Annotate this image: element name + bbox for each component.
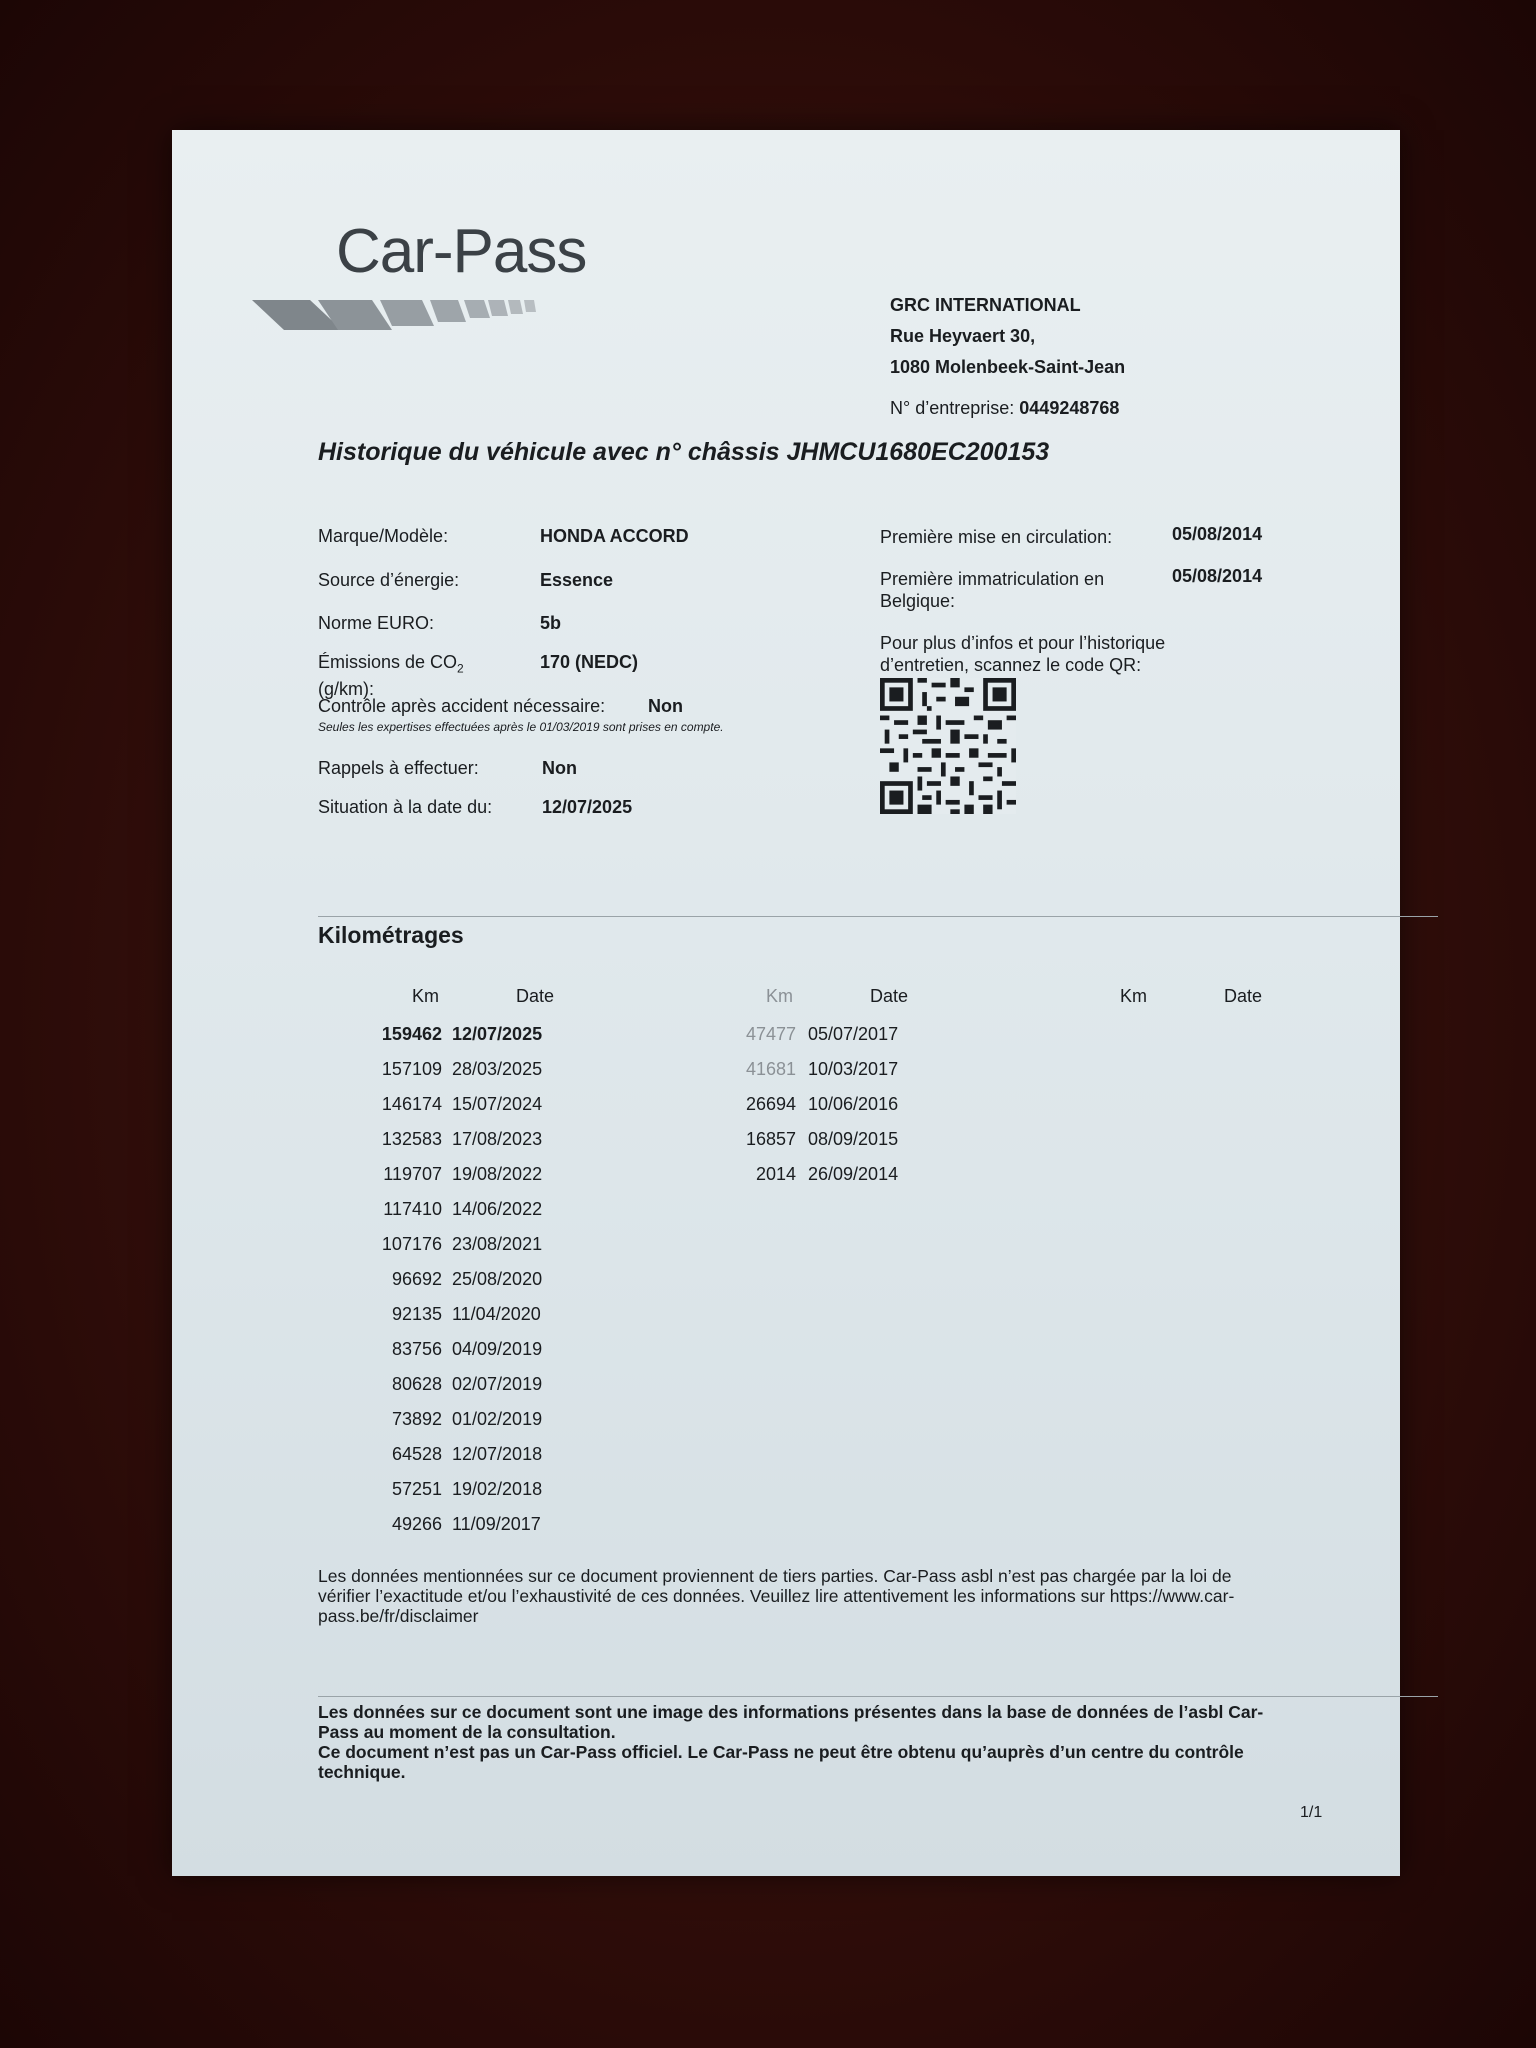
page-title: Historique du véhicule avec n° châssis JHMCU1680EC200153	[318, 438, 1050, 466]
mileage-date: 17/08/2023	[452, 1129, 543, 1149]
km-header-3: Km	[1120, 986, 1147, 1006]
energy-label: Source d’énergie:	[318, 570, 460, 590]
mileage-km: 2014	[755, 1164, 796, 1184]
recall-value: Non	[542, 758, 577, 778]
brand-value: HONDA ACCORD	[540, 526, 689, 546]
company-registration	[890, 393, 1125, 424]
co2-label-unit: (g/km):	[318, 678, 374, 699]
energy-value: Essence	[540, 570, 614, 590]
disclaimer-text: Les données mentionnées sur ce document proviennent de tiers parties. Car-Pass asbl n’est pas chargée par la loi de vérifier l’exactitude et/ou l’exhaustivité de ces données. Veuillez lire attentivement les informations sur https://www.car-pass.be/fr/disclaimer	[318, 1566, 1235, 1626]
first-circulation-value: 05/08/2014	[1172, 524, 1263, 544]
mileage-date: 01/02/2019	[452, 1409, 543, 1429]
situation-label: Situation à la date du:	[318, 797, 493, 817]
car-pass-logo	[252, 216, 612, 326]
brand-label: Marque/Modèle:	[318, 526, 449, 546]
company-name: GRC INTERNATIONAL	[890, 295, 1081, 315]
logo-stripes-icon	[252, 286, 612, 336]
co2-value: 170 (NEDC)	[540, 652, 639, 672]
recall-label: Rappels à effectuer:	[318, 758, 479, 778]
mileage-km: 57251	[391, 1479, 442, 1499]
reg-number: 0449248768	[1019, 398, 1120, 418]
mileage-date: 11/09/2017	[452, 1514, 541, 1534]
mileage-date: 23/08/2021	[452, 1234, 543, 1254]
mileage-date: 25/08/2020	[452, 1269, 543, 1289]
mileage-date: 11/04/2020	[452, 1304, 541, 1324]
mileage-date: 14/06/2022	[452, 1199, 543, 1219]
co2-label-main: Émissions de CO	[318, 652, 458, 672]
company-block	[890, 290, 1125, 424]
mileage-title: Kilométrages	[318, 922, 464, 948]
footer-line-1: Les données sur ce document sont une image des informations présentes dans la base de données de l’asbl Car-Pass au moment de la consultation.	[318, 1702, 1264, 1742]
km-header-1: Km	[412, 986, 439, 1006]
mileage-km: 107176	[381, 1234, 442, 1254]
company-address-line2: 1080 Molenbeek-Saint-Jean	[890, 357, 1126, 377]
date-header-3: Date	[1224, 986, 1263, 1006]
mileage-km: 92135	[391, 1304, 442, 1324]
mileage-date: 15/07/2024	[452, 1094, 543, 1114]
mileage-date: 05/07/2017	[808, 1024, 899, 1044]
mileage-km: 83756	[391, 1339, 442, 1359]
km-header-2: Km	[766, 986, 793, 1006]
mileage-date: 19/02/2018	[452, 1479, 543, 1499]
mileage-date: 02/07/2019	[452, 1374, 543, 1394]
qr-label: Pour plus d’infos et pour l’historique d’entretien, scannez le code QR:	[880, 633, 1166, 675]
mileage-km: 80628	[391, 1374, 442, 1394]
co2-label	[318, 652, 464, 699]
euro-value: 5b	[540, 613, 562, 633]
date-header-2: Date	[870, 986, 909, 1006]
mileage-km: 64528	[391, 1444, 442, 1464]
page-number: 1/1	[1300, 1804, 1323, 1821]
reg-label: N° d’entreprise:	[890, 398, 1015, 418]
mileage-km: 41681	[745, 1059, 796, 1079]
qr-code-icon[interactable]	[880, 678, 1016, 814]
accident-value: Non	[648, 696, 683, 716]
mileage-km: 146174	[381, 1094, 442, 1114]
first-circulation-label: Première mise en circulation:	[880, 527, 1113, 547]
company-address-line1: Rue Heyvaert 30,	[890, 326, 1036, 346]
mileage-km: 96692	[391, 1269, 442, 1289]
mileage-km: 49266	[391, 1514, 442, 1534]
euro-label: Norme EURO:	[318, 613, 435, 633]
logo-text: Car-Pass	[336, 217, 587, 286]
footer-line-2: Ce document n’est pas un Car-Pass officiel. Le Car-Pass ne peut être obtenu qu’auprès d’un centre du contrôle technique.	[318, 1742, 1244, 1782]
mileage-km: 159462	[381, 1024, 442, 1044]
mileage-date: 26/09/2014	[808, 1164, 899, 1184]
mileage-date: 12/07/2018	[452, 1444, 543, 1464]
mileage-km: 119707	[383, 1164, 442, 1184]
mileage-date: 04/09/2019	[452, 1339, 543, 1359]
mileage-km: 132583	[381, 1129, 442, 1149]
accident-label: Contrôle après accident nécessaire:	[318, 696, 606, 716]
mileage-date: 28/03/2025	[452, 1059, 543, 1079]
first-registration-label: Première immatriculation en Belgique:	[880, 569, 1105, 611]
mileage-km: 47477	[745, 1024, 796, 1044]
mileage-date: 12/07/2025	[452, 1024, 543, 1044]
mileage-km: 26694	[745, 1094, 796, 1114]
mileage-km: 73892	[391, 1409, 442, 1429]
footer-note	[318, 1702, 1278, 1782]
mileage-date: 19/08/2022	[452, 1164, 543, 1184]
mileage-km: 117410	[383, 1199, 442, 1219]
date-header-1: Date	[516, 986, 555, 1006]
mileage-date: 10/03/2017	[808, 1059, 899, 1079]
document-page	[172, 130, 1400, 1876]
footer-divider	[318, 1696, 1438, 1697]
mileage-km: 157109	[381, 1059, 442, 1079]
co2-label-sub: 2	[457, 661, 464, 676]
mileage-date: 08/09/2015	[808, 1129, 899, 1149]
accident-note: Seules les expertises effectuées après le 01/03/2019 sont prises en compte.	[318, 720, 724, 734]
mileage-date: 10/06/2016	[808, 1094, 899, 1114]
section-divider	[318, 916, 1438, 917]
situation-value: 12/07/2025	[542, 797, 633, 817]
mileage-km: 16857	[745, 1129, 796, 1149]
first-registration-value: 05/08/2014	[1172, 566, 1263, 586]
